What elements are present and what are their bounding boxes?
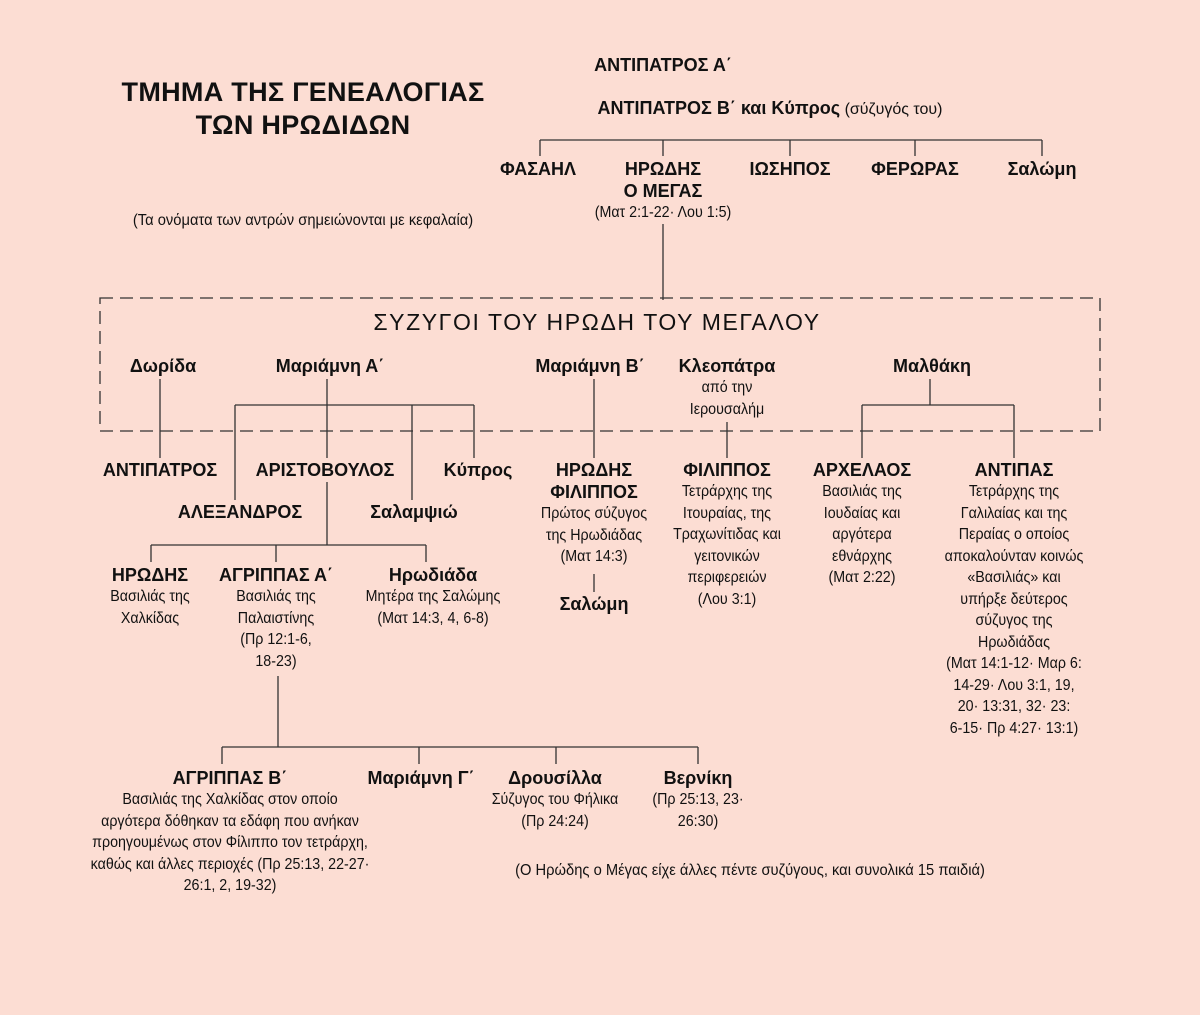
agrippas-b-name: ΑΓΡΙΠΠΑΣ Β΄ <box>172 768 288 788</box>
kypros-name: Κύπρος <box>443 460 513 480</box>
agrippas-a-desc-1: Βασιλιάς της <box>236 588 316 605</box>
mariamne-b-name: Μαριάμνη Β΄ <box>535 356 645 376</box>
philippos-desc-4: γειτονικών <box>694 547 760 565</box>
herod-great-name-1: ΗΡΩΔΗΣ <box>624 159 702 179</box>
philippos-desc-1: Τετράρχης της <box>681 483 773 500</box>
archelaos-desc-5: (Ματ 2:22) <box>828 569 896 586</box>
agrippas-b-desc-4: καθώς και άλλες περιοχές (Πρ 25:13, 22-27· <box>90 855 370 873</box>
salome-sister <box>1008 158 1077 180</box>
herod-great <box>589 158 738 224</box>
mariamne-a-name: Μαριάμνη Α΄ <box>275 356 385 376</box>
verniki-desc-2: 26:30) <box>677 812 719 830</box>
antipatros-b-name: ΑΝΤΙΠΑΤΡΟΣ Β΄ και Κύπρος <box>597 98 841 118</box>
antipas-desc-2: Γαλιλαίας και της <box>960 504 1068 522</box>
ferwras <box>871 158 959 180</box>
child-alexandros <box>178 501 302 523</box>
diagram-title <box>122 76 485 142</box>
agrippas-a-bracket <box>222 676 698 764</box>
kleopatra-name: Κλεοπάτρα <box>678 356 776 376</box>
iosipos <box>749 158 830 180</box>
wife-malthaki <box>893 355 971 377</box>
agrippas-b-desc-3: προηγουμένως στον Φίλιππο τον τετράρχη, <box>92 834 368 851</box>
herod-philip-desc-1: Πρώτος σύζυγος <box>540 505 648 522</box>
antipas-name: ΑΝΤΙΠΑΣ <box>974 460 1054 480</box>
dorida-name: Δωρίδα <box>129 356 197 376</box>
gen5-agrippas-b <box>78 767 381 897</box>
gen5-verniki <box>648 767 747 832</box>
antipatros-b-note: (σύζυγός του) <box>844 101 943 118</box>
malthaki-bracket <box>862 379 1014 458</box>
antipas-desc-9: (Ματ 14:1-12· Μαρ 6: <box>946 655 1082 672</box>
iosipos-name: ΙΩΣΗΠΟΣ <box>749 159 831 179</box>
mariamne-c-name: Μαριάμνη Γ΄ <box>367 768 475 788</box>
fasail <box>500 158 576 180</box>
agrippas-b-desc-2: αργότερα δόθηκαν τα εδάφη που ανήκαν <box>101 812 359 830</box>
child-kypros <box>444 459 513 481</box>
agrippas-a-desc-4: 18-23) <box>255 652 297 670</box>
child-aristovoulos <box>256 459 395 481</box>
herod-philip-desc-3: (Ματ 14:3) <box>560 548 628 565</box>
wife-mariamne-a <box>276 355 385 377</box>
gen4-agrippas-a <box>219 564 333 672</box>
herod-great-ref: (Ματ 2:1-22· Λου 1:5) <box>594 204 732 221</box>
archelaos-desc-2: Ιουδαίας και <box>823 504 901 522</box>
antipas-desc-7: σύζυγος της <box>975 612 1053 629</box>
kleopatra-desc-2: Ιερουσαλήμ <box>689 400 765 418</box>
wife-dorida <box>130 355 196 377</box>
child-antipatros <box>103 459 217 481</box>
archelaos-name: ΑΡΧΕΛΑΟΣ <box>812 460 912 480</box>
ferwras-name: ΦΕΡΩΡΑΣ <box>871 159 959 179</box>
herod-philip-name-1: ΗΡΩΔΗΣ <box>555 460 633 480</box>
drousilla-name: Δρουσίλλα <box>508 768 602 788</box>
salampsio-name: Σαλαμψιώ <box>370 502 458 522</box>
drousilla-desc-1: Σύζυγος του Φήλικα <box>491 791 619 808</box>
child-archelaos <box>813 459 911 589</box>
antipas-desc-1: Τετράρχης της <box>968 483 1060 500</box>
agrippas-a-desc-3: (Πρ 12:1-6, <box>240 631 312 648</box>
agrippas-a-desc-2: Παλαιστίνης <box>237 609 315 627</box>
archelaos-desc-4: εθνάρχης <box>831 547 893 565</box>
wife-mariamne-b <box>535 355 644 377</box>
herod-philip-desc-2: της Ηρωδιάδας <box>545 526 643 544</box>
herodis-desc-2: Χαλκίδας <box>120 609 180 627</box>
philippos-desc-6: (Λου 3:1) <box>697 590 757 608</box>
herod-great-name-2: Ο ΜΕΓΑΣ <box>623 181 703 201</box>
salome-sister-name: Σαλώμη <box>1007 159 1077 179</box>
child-salome <box>560 593 629 615</box>
agrippas-b-desc-1: Βασιλιάς της Χαλκίδας στον οποίο <box>122 791 338 808</box>
antipas-desc-4: αποκαλούνταν κοινώς <box>944 547 1084 565</box>
antipas-desc-3: Περαίας ο οποίος <box>958 526 1070 543</box>
antipas-desc-11: 20· 13:31, 32· 23: <box>957 698 1071 715</box>
agrippas-a-name: ΑΓΡΙΠΠΑΣ Α΄ <box>219 565 333 585</box>
child-antipas <box>939 459 1090 739</box>
kleopatra-desc-1: από την <box>701 379 753 396</box>
antipas-desc-8: Ηρωδιάδας <box>978 633 1050 651</box>
mariamne-a-bracket <box>235 379 474 500</box>
herodis-desc-1: Βασιλιάς της <box>110 588 190 605</box>
gen5-mariamne-c <box>367 767 474 789</box>
child-herod-philip <box>536 459 651 568</box>
antipatros-name: ΑΝΤΙΠΑΤΡΟΣ <box>102 460 218 480</box>
antipas-desc-10: 14-29· Λου 3:1, 19, <box>953 676 1075 694</box>
antipatros-a-name: ΑΝΤΙΠΑΤΡΟΣ Α΄ <box>594 55 732 75</box>
gen2-bracket <box>540 140 1042 156</box>
wife-kleopatra <box>679 355 776 420</box>
agrippas-b-desc-5: 26:1, 2, 19-32) <box>183 877 277 894</box>
malthaki-name: Μαλθάκη <box>893 356 971 376</box>
herod-philip-name-2: ΦΙΛΙΠΠΟΣ <box>550 482 638 502</box>
philippos-desc-3: Τραχωνίτιδας και <box>673 526 781 543</box>
fasail-name: ΦΑΣΑΗΛ <box>499 159 577 179</box>
gen4-herodiada <box>360 564 506 629</box>
antipatros-a <box>594 54 732 76</box>
antipas-desc-6: υπήρξε δεύτερος <box>960 590 1068 608</box>
gen5-drousilla <box>486 767 624 832</box>
child-salampsio <box>370 501 458 523</box>
antipas-desc-12: 6-15· Πρ 4:27· 13:1) <box>949 719 1079 737</box>
philippos-desc-5: περιφερειών <box>687 569 767 586</box>
antipatros-b <box>598 97 943 120</box>
bottom-note: (Ο Ηρώδης ο Μέγας είχε άλλες πέντε συζύγους, και συνολικά 15 παιδιά) <box>515 862 985 879</box>
title-line-2: ΤΩΝ ΗΡΩΔΙΔΩΝ <box>195 110 411 140</box>
salome-name: Σαλώμη <box>559 594 629 614</box>
drousilla-desc-2: (Πρ 24:24) <box>521 812 589 830</box>
antipas-desc-5: «Βασιλιάς» και <box>967 569 1061 586</box>
aristovoulos-name: ΑΡΙΣΤΟΒΟΥΛΟΣ <box>255 460 395 480</box>
verniki-desc-1: (Πρ 25:13, 23· <box>652 791 744 808</box>
herodiada-name: Ηρωδιάδα <box>388 565 478 585</box>
herodiada-desc-2: (Ματ 14:3, 4, 6-8) <box>377 609 489 627</box>
wives-heading: ΣΥΖΥΓΟΙ ΤΟΥ ΗΡΩΔΗ ΤΟΥ ΜΕΓΑΛΟΥ <box>373 309 821 335</box>
title-line-1: ΤΜΗΜΑ ΤΗΣ ΓΕΝΕΑΛΟΓΙΑΣ <box>121 77 485 107</box>
archelaos-desc-3: αργότερα <box>832 526 892 543</box>
archelaos-desc-1: Βασιλιάς της <box>822 483 902 500</box>
herodiada-desc-1: Μητέρα της Σαλώμης <box>365 588 501 605</box>
philippos-desc-2: Ιτουραίας, της <box>682 504 772 522</box>
gen4-herodis <box>107 564 193 629</box>
caps-note: (Τα ονόματα των αντρών σημειώνονται με κεφαλαία) <box>132 212 474 229</box>
child-philippos <box>668 459 785 610</box>
philippos-name: ΦΙΛΙΠΠΟΣ <box>683 460 771 480</box>
alexandros-name: ΑΛΕΞΑΝΔΡΟΣ <box>177 502 303 522</box>
herodis-name: ΗΡΩΔΗΣ <box>111 565 189 585</box>
verniki-name: Βερνίκη <box>663 768 733 788</box>
